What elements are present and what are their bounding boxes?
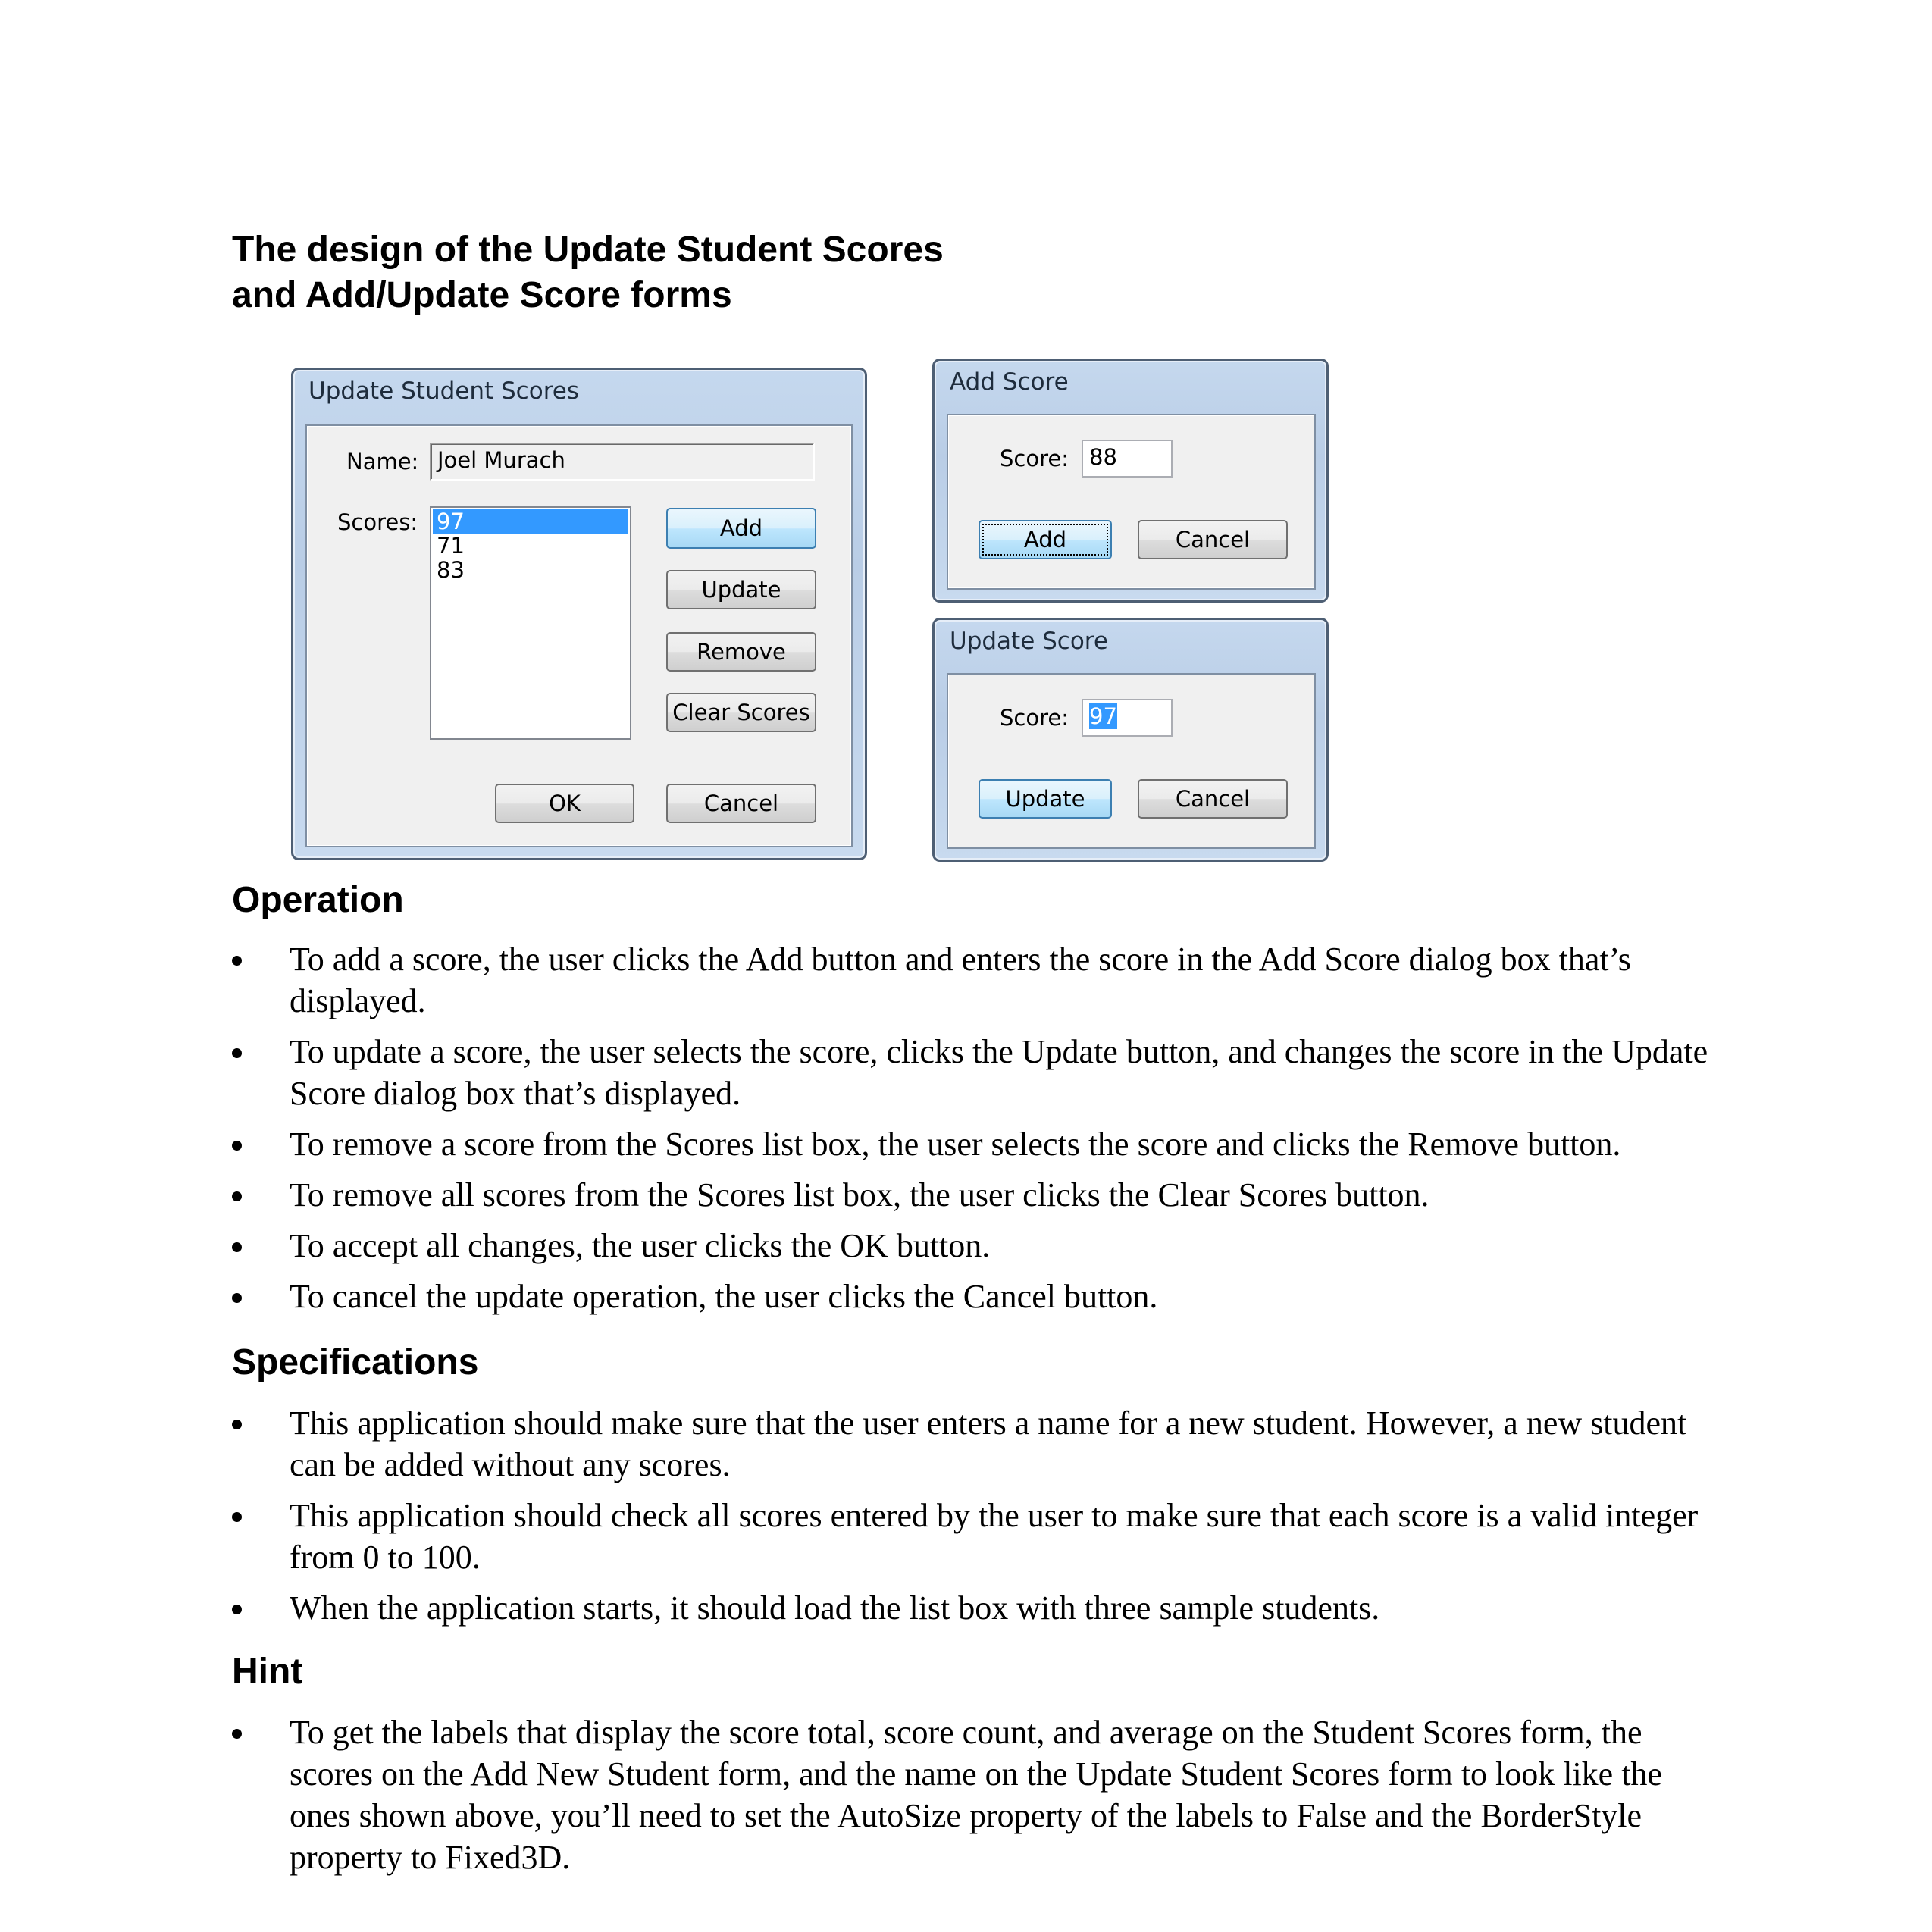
remove-button[interactable]: Remove: [666, 632, 816, 672]
bullet-icon: [232, 1048, 242, 1058]
add-score-window: [932, 359, 1329, 603]
list-item-text: To update a score, the user selects the score, clicks the Update button, and changes the score in the Update Score dialog box that’s displayed.: [290, 1033, 1708, 1112]
list-item-text: To cancel the update operation, the user clicks the Cancel button.: [290, 1278, 1158, 1315]
cancel-button[interactable]: Cancel: [666, 784, 816, 823]
list-item-text: To remove all scores from the Scores list box, the user clicks the Clear Scores button.: [290, 1176, 1429, 1213]
update-student-scores-client: [305, 424, 853, 847]
list-item: [232, 1495, 1718, 1578]
bullet-icon: [232, 1191, 242, 1201]
add-score-title: Add Score: [950, 368, 1069, 396]
update-score-client: [947, 673, 1316, 849]
update-student-scores-window: [291, 368, 867, 860]
list-item: [232, 1031, 1718, 1114]
specifications-list: [232, 1402, 1718, 1638]
bullet-icon: [232, 956, 242, 966]
list-item-text: When the application starts, it should load the list box with three sample students.: [290, 1589, 1380, 1627]
hint-heading: Hint: [232, 1652, 303, 1692]
ok-button[interactable]: OK: [495, 784, 634, 823]
list-item: [232, 1123, 1718, 1165]
add-score-cancel-button[interactable]: Cancel: [1138, 520, 1288, 559]
list-item-text: To get the labels that display the score total, score count, and average on the Student Scores form, the scores on the Add New Student form, and the name on the Update Student Scores form to look like the ones shown above, you’ll need to set the AutoSize property of the labels to False and the BorderStyle property to Fixed3D.: [290, 1714, 1662, 1876]
list-item-text: This application should check all scores entered by the user to make sure that each score is a valid integer from 0 to 100.: [290, 1497, 1699, 1576]
update-score-selected-text: 97: [1089, 703, 1117, 729]
bullet-icon: [232, 1293, 242, 1303]
page-title-line-1: The design of the Update Student Scores: [232, 230, 944, 270]
update-score-input[interactable]: [1082, 699, 1173, 737]
list-item-text: To accept all changes, the user clicks the OK button.: [290, 1227, 991, 1264]
scores-listbox[interactable]: [430, 506, 631, 740]
page-title-line-2: and Add/Update Score forms: [232, 275, 732, 315]
score-item[interactable]: 71: [437, 533, 465, 559]
scores-label: Scores:: [337, 509, 418, 535]
bullet-icon: [232, 1729, 242, 1739]
list-item: [232, 1225, 1718, 1267]
bullet-icon: [232, 1512, 242, 1522]
update-score-label: Score:: [1000, 705, 1069, 731]
list-item-text: This application should make sure that the user enters a name for a new student. However, a new student can be added without any scores.: [290, 1404, 1687, 1483]
bullet-icon: [232, 1242, 242, 1252]
update-student-scores-title: Update Student Scores: [308, 377, 579, 405]
list-item: [232, 1276, 1718, 1317]
update-score-update-button[interactable]: Update: [979, 779, 1112, 819]
add-score-input[interactable]: 88: [1082, 440, 1173, 478]
add-score-label: Score:: [1000, 446, 1069, 471]
update-score-title: Update Score: [950, 628, 1108, 655]
list-item-text: To remove a score from the Scores list box, the user selects the score and clicks the Remove button.: [290, 1126, 1621, 1163]
clear-scores-button[interactable]: Clear Scores: [666, 693, 816, 732]
list-item: [232, 1174, 1718, 1216]
list-item: [232, 1711, 1718, 1878]
add-score-add-button[interactable]: Add: [979, 520, 1112, 559]
update-score-cancel-button[interactable]: Cancel: [1138, 779, 1288, 819]
name-display: Joel Murach: [430, 443, 815, 481]
operation-list: [232, 938, 1718, 1326]
list-item-text: To add a score, the user clicks the Add button and enters the score in the Add Score dialog box that’s displayed.: [290, 941, 1631, 1019]
list-item: [232, 1402, 1718, 1486]
page-title: [232, 227, 944, 318]
operation-heading: Operation: [232, 880, 404, 920]
hint-list: [232, 1711, 1718, 1887]
bullet-icon: [232, 1420, 242, 1429]
bullet-icon: [232, 1605, 242, 1614]
update-button[interactable]: Update: [666, 570, 816, 609]
list-item: [232, 1587, 1718, 1629]
score-item[interactable]: 83: [437, 557, 465, 583]
list-item: [232, 938, 1718, 1022]
add-button[interactable]: Add: [666, 508, 816, 549]
bullet-icon: [232, 1141, 242, 1151]
score-item-selected[interactable]: 97: [433, 509, 628, 534]
update-score-window: [932, 618, 1329, 862]
specifications-heading: Specifications: [232, 1342, 479, 1382]
name-label: Name:: [346, 449, 419, 474]
add-score-client: [947, 414, 1316, 590]
